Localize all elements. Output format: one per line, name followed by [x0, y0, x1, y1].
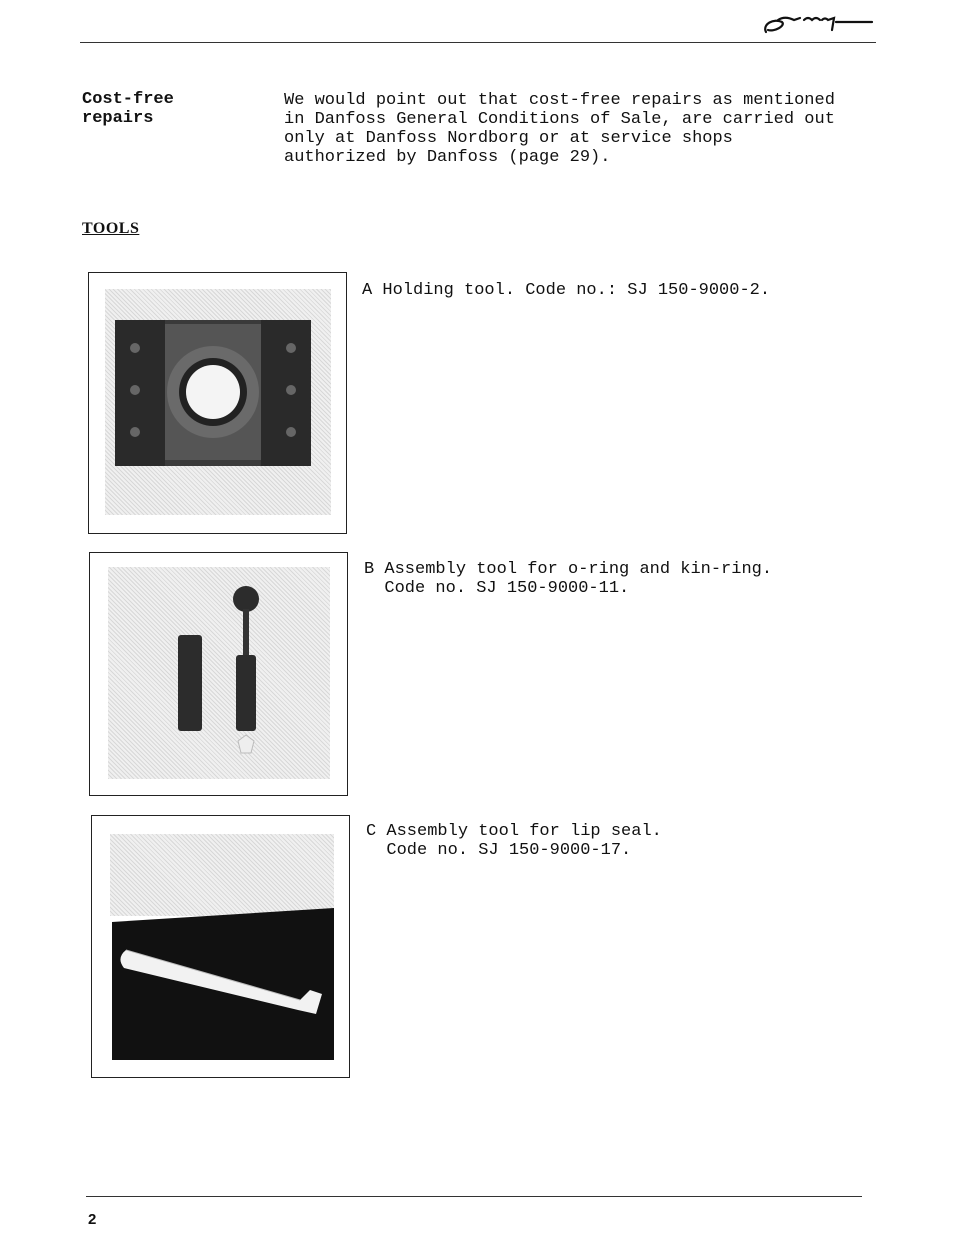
tool-b-caption: B Assembly tool for o-ring and kin-ring. Code no. SJ 150-9000-11. [364, 560, 773, 598]
tool-a-figure [88, 272, 347, 534]
section-body: We would point out that cost-free repairs as mentioned in Danfoss General Conditions of Sale, are carried out only at Danfoss Nordborg or at service shops authorized by Danfoss (page 29). [284, 91, 835, 167]
footer-rule [86, 1196, 862, 1197]
danfoss-logo [760, 10, 875, 38]
page-number: 2 [88, 1211, 97, 1228]
assembly-tool-lipseal-image [112, 908, 334, 1060]
tool-c-figure [91, 815, 350, 1078]
tool-c-caption: C Assembly tool for lip seal. Code no. SJ 150-9000-17. [366, 822, 662, 860]
tool-b-figure [89, 552, 348, 796]
assembly-tool-oring-image [170, 581, 280, 765]
tools-heading: TOOLS [82, 220, 140, 237]
header-rule [80, 42, 876, 43]
holding-tool-image [115, 318, 311, 468]
tool-a-caption: A Holding tool. Code no.: SJ 150-9000-2. [362, 281, 771, 300]
section-label: Cost-free repairs [82, 90, 174, 128]
